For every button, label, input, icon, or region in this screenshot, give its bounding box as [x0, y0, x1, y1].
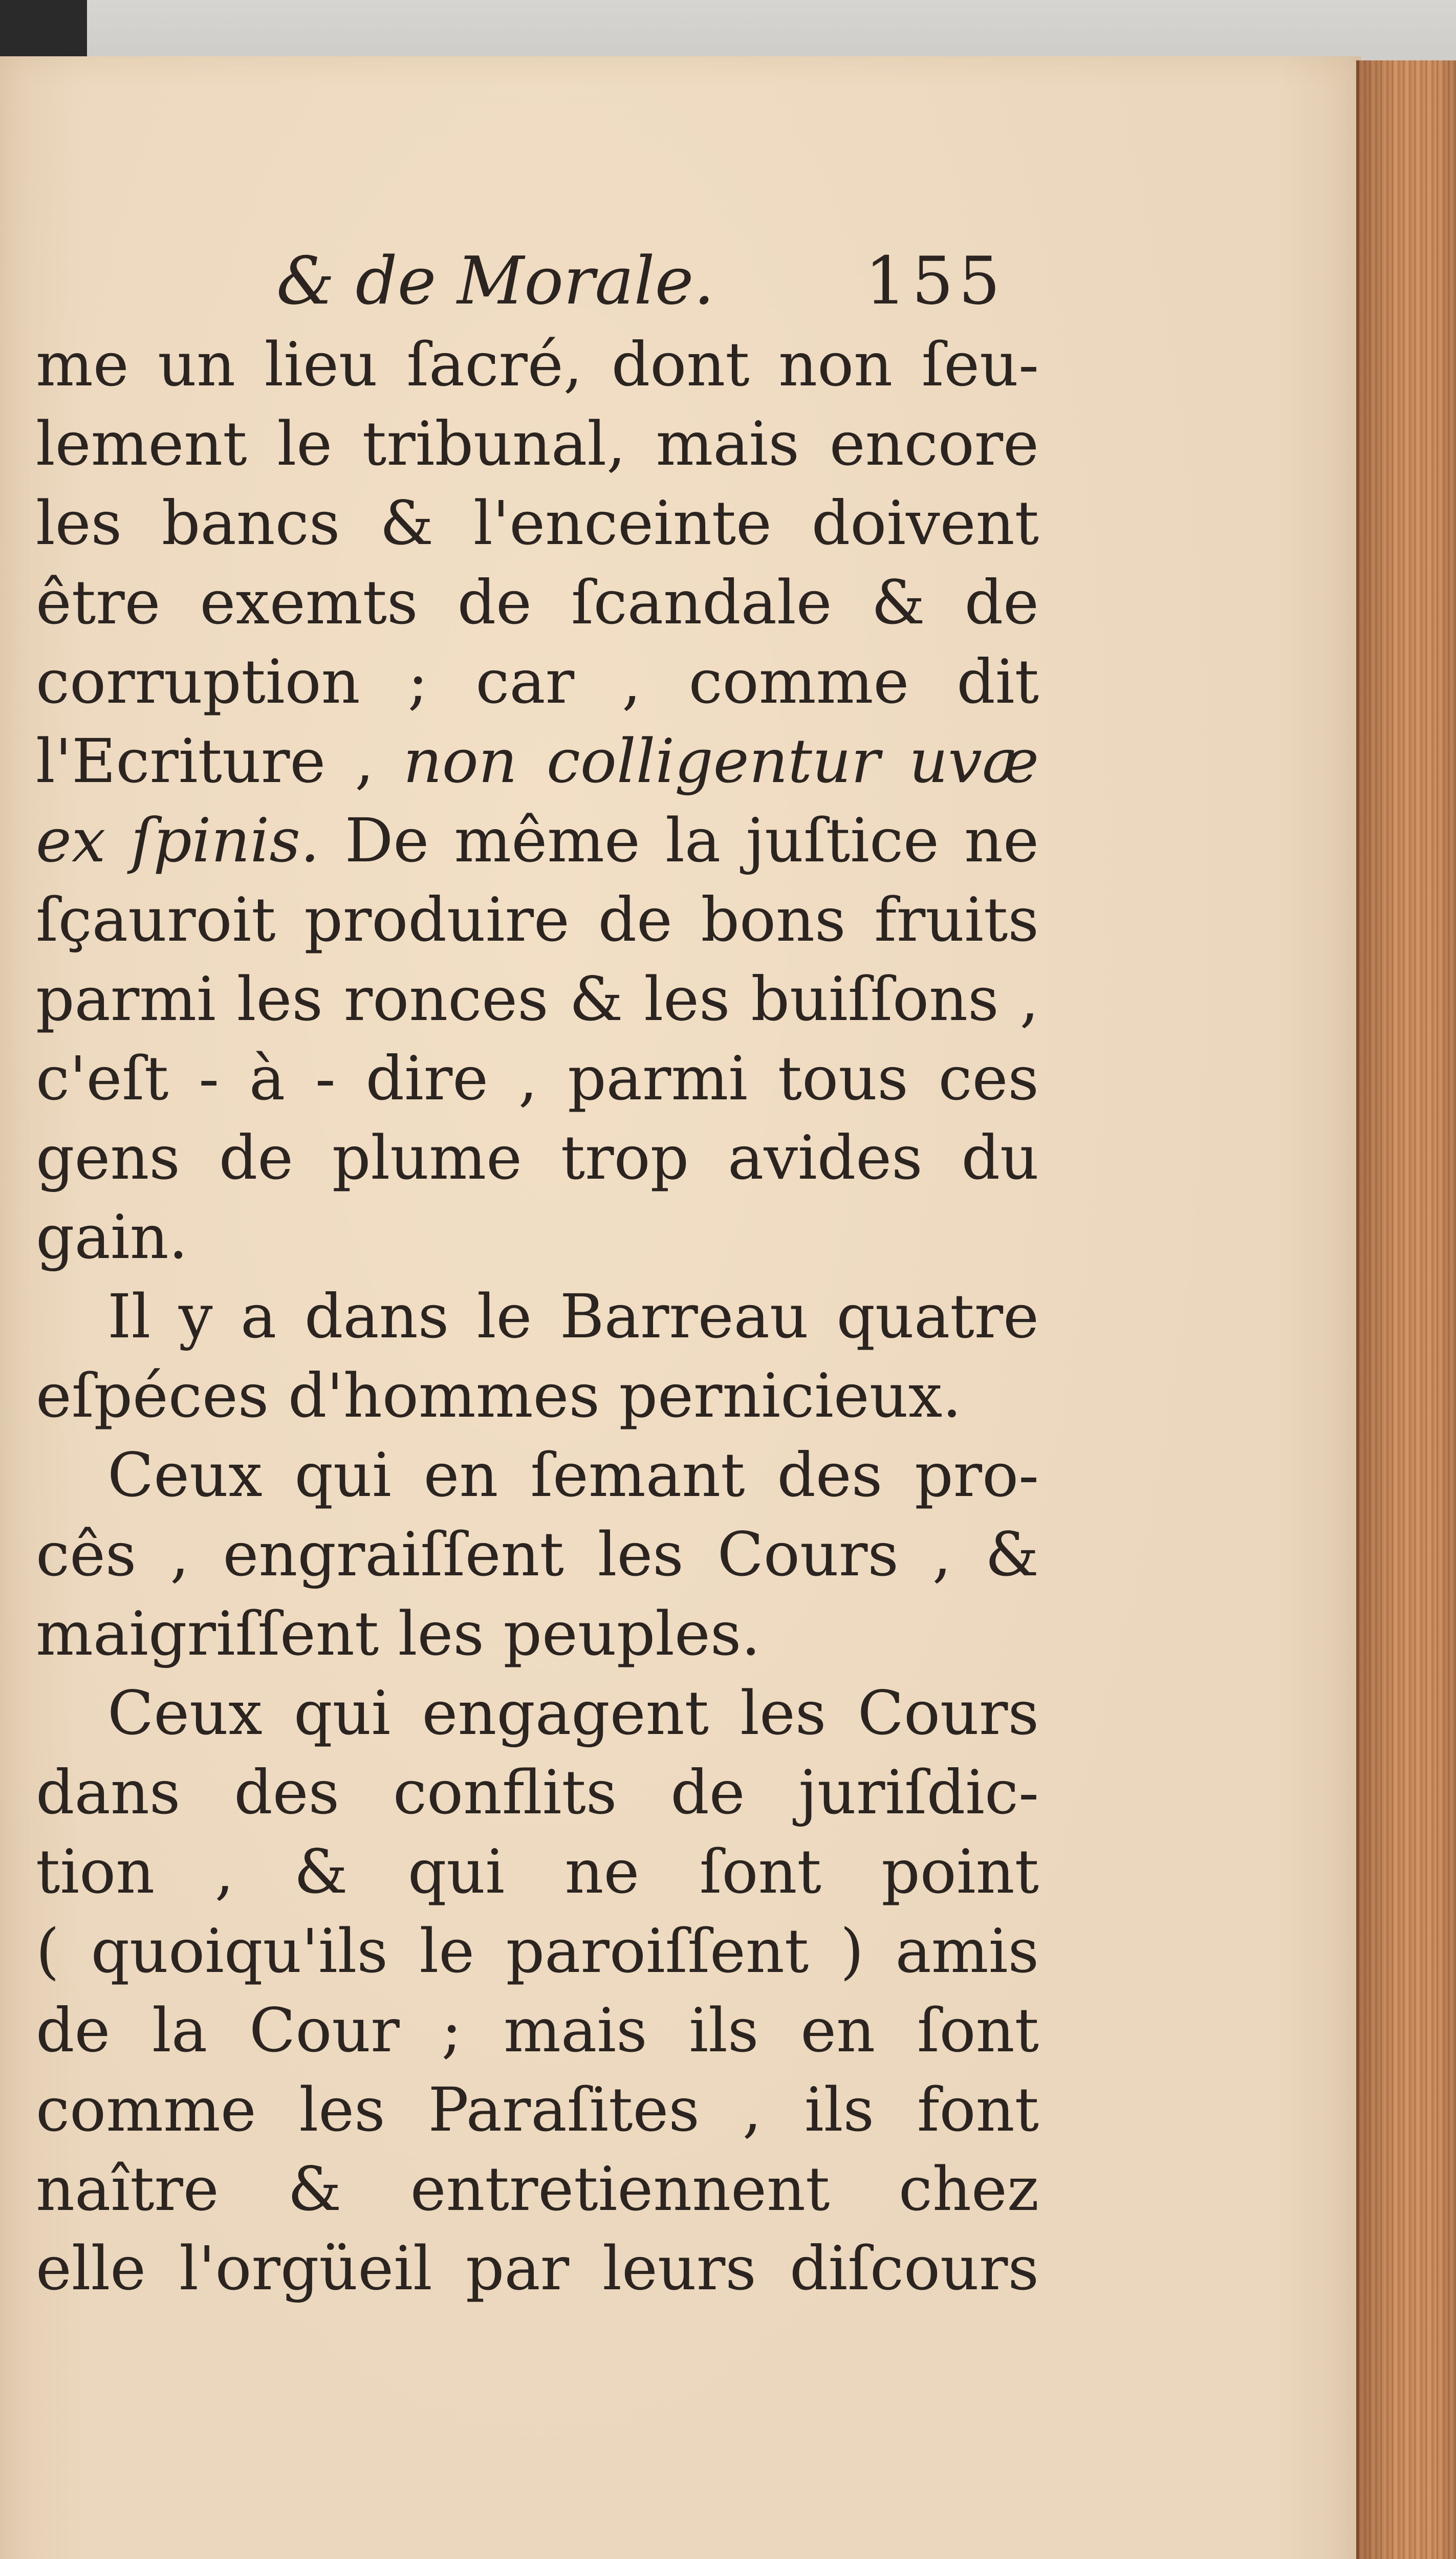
text-line: gens de plume trop avides du	[36, 1122, 1039, 1193]
text-line: maigriſſent les peuples.	[36, 1598, 760, 1669]
text-line: être exemts de ſcandale & de	[36, 567, 1039, 638]
text-line-roman: De même la juſtice ne	[319, 805, 1039, 876]
latin-quote: non colligentur uvæ	[403, 726, 1039, 796]
text-line: ſçauroit produire de bons fruits	[36, 884, 1039, 955]
text-line: les bancs & l'enceinte doivent	[36, 488, 1039, 558]
text-line: eſpéces d'hommes pernicieux.	[36, 1360, 962, 1431]
latin-quote: ex ſpinis.	[36, 805, 320, 876]
book-fore-edge-shade	[1356, 60, 1456, 2559]
page-number: 155	[865, 243, 1006, 319]
text-line: Ceux qui engagent les Cours	[107, 1678, 1039, 1748]
text-line: Ceux qui en ſemant des pro-	[107, 1440, 1039, 1510]
text-line: Il y a dans le Barreau quatre	[107, 1281, 1039, 1352]
text-line: comme les Paraſites , ils font	[36, 2074, 1039, 2145]
scanner-background-top	[0, 0, 1456, 61]
text-line	[36, 722, 1039, 801]
text-line: tion , & qui ne ſont point	[36, 1836, 1039, 1907]
text-line: c'eſt - à - dire , parmi tous ces	[36, 1043, 1039, 1114]
text-line: me un lieu ſacré, dont non ſeu-	[36, 329, 1039, 400]
text-line: de la Cour ; mais ils en ſont	[36, 1995, 1039, 2066]
text-line-roman: l'Ecriture ,	[36, 726, 403, 796]
scanner-tab-top	[0, 0, 87, 56]
text-line: elle l'orgüeil par leurs diſcours	[36, 2233, 1039, 2304]
running-header	[276, 241, 1044, 322]
running-title: & de Morale.	[276, 243, 714, 319]
text-line: lement le tribunal, mais encore	[36, 408, 1039, 479]
text-line: dans des conflits de juriſdic-	[36, 1757, 1039, 1828]
text-line: parmi les ronces & les buiſſons ,	[36, 964, 1039, 1034]
text-line	[36, 801, 1039, 880]
text-line: ( quoiqu'ils le paroiſſent ) amis	[36, 1916, 1039, 1986]
text-line: naître & entretiennent chez	[36, 2154, 1039, 2224]
text-line: cês , engraiſſent les Cours , &	[36, 1519, 1039, 1590]
text-line: corruption ; car , comme dit	[36, 646, 1039, 717]
text-line: gain.	[36, 1202, 188, 1272]
page-body	[36, 325, 1039, 2308]
